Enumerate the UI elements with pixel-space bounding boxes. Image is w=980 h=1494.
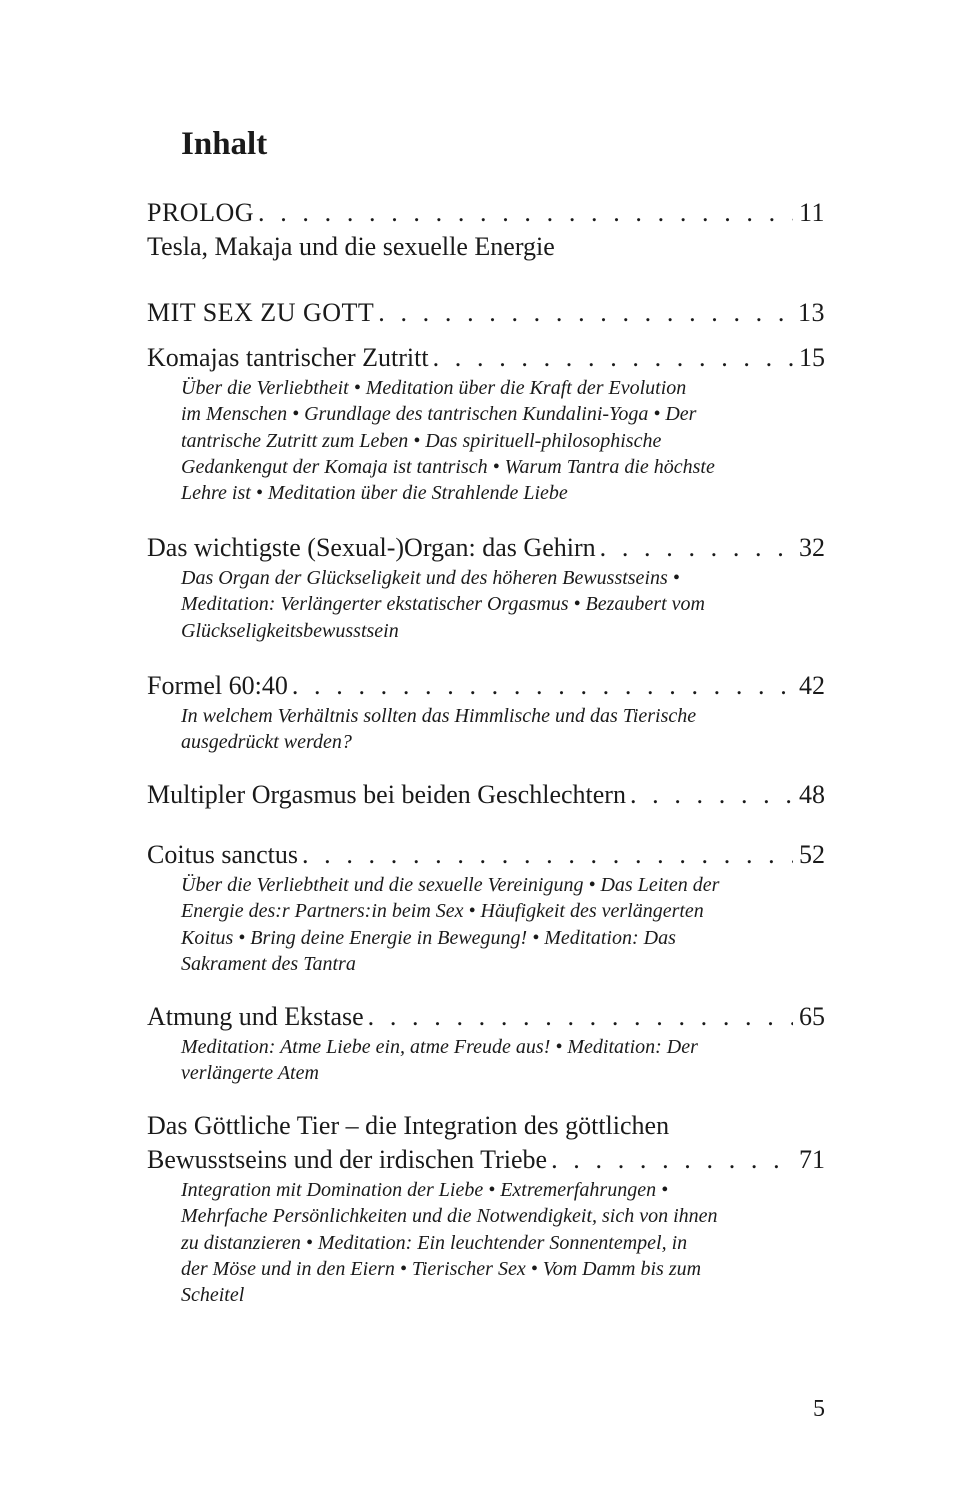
toc-entry-prolog[interactable] [147, 196, 825, 264]
toc-entry[interactable] [147, 341, 825, 506]
dot-leader [600, 531, 793, 565]
entry-label: Komajas tantrischer Zutritt [147, 343, 429, 372]
entry-label: Formel 60:40 [147, 671, 288, 700]
dot-leader [302, 838, 793, 872]
topic-line: Über die Verliebtheit • Meditation über die Kraft der Evolution [181, 377, 687, 399]
page-title: Inhalt [181, 126, 268, 162]
topic-line: im Menschen • Grundlage des tantrischen Kundalini-Yoga • Der [181, 403, 697, 426]
entry-topics [147, 872, 825, 977]
entry-label: Bewusstseins und der irdischen Triebe [147, 1145, 548, 1174]
entry-page: 15 [799, 343, 825, 372]
toc-entry[interactable] [147, 531, 825, 644]
entry-page: 32 [799, 533, 825, 562]
topic-line: Mehrfache Persönlichkeiten und die Notwendigkeit, sich von ihnen [181, 1205, 718, 1228]
dot-leader [368, 1000, 793, 1034]
topic-line: Das Organ der Glückseligkeit und des höheren Bewusstseins • [181, 567, 680, 589]
topic-line: Scheitel [181, 1284, 245, 1307]
topic-line: Meditation: Verlängerter ekstatischer Orgasmus • Bezaubert vom [181, 593, 705, 616]
entry-subtitle: Tesla, Makaja und die sexuelle Energie [147, 232, 555, 261]
entry-label: Atmung und Ekstase [147, 1002, 364, 1031]
entry-page: 71 [799, 1145, 825, 1174]
toc-entry[interactable] [147, 669, 825, 756]
topic-line: Lehre ist • Meditation über die Strahlende Liebe [181, 482, 568, 505]
topic-line: In welchem Verhältnis sollten das Himmlische und das Tierische [181, 705, 697, 727]
entry-topics [147, 1177, 825, 1308]
entry-page: 42 [799, 671, 825, 700]
dot-leader [433, 341, 793, 375]
entry-topics [147, 565, 825, 644]
entry-page: 13 [798, 298, 825, 327]
dot-leader [551, 1143, 793, 1177]
topic-line: der Möse und in den Eiern • Tierischer Sex • Vom Damm bis zum [181, 1257, 702, 1280]
entry-label-line: Das Göttliche Tier – die Integration des göttlichen [147, 1111, 670, 1140]
dot-leader [258, 196, 793, 230]
topic-line: Sakrament des Tantra [181, 952, 356, 975]
page-number: 5 [813, 1396, 825, 1422]
entry-topics [147, 1034, 825, 1087]
entry-page: 11 [798, 198, 825, 227]
entry-topics [147, 375, 825, 506]
topic-line: Gedankengut der Komaja ist tantrisch • Warum Tantra die höchste [181, 455, 715, 478]
topic-line: verlängerte Atem [181, 1062, 319, 1085]
dot-leader [378, 296, 792, 330]
topic-line: zu distanzieren • Meditation: Ein leuchtender Sonnentempel, in [181, 1231, 688, 1254]
toc-entry[interactable] [147, 778, 825, 812]
toc-entry-part[interactable] [147, 296, 825, 330]
entry-label: PROLOG [147, 198, 255, 227]
entry-label: Multipler Orgasmus bei beiden Geschlechtern [147, 780, 626, 809]
topic-line: tantrische Zutritt zum Leben • Das spirituell-philosophische [181, 429, 662, 452]
toc-entry[interactable] [147, 838, 825, 977]
entry-topics [147, 703, 825, 756]
topic-line: Meditation: Atme Liebe ein, atme Freude aus! • Meditation: Der [181, 1036, 698, 1058]
entry-page: 65 [799, 1002, 825, 1031]
entry-label: MIT SEX ZU GOTT [147, 298, 375, 327]
topic-line: Über die Verliebtheit und die sexuelle Vereinigung • Das Leiten der [181, 874, 720, 896]
toc-entry[interactable] [147, 1109, 825, 1308]
toc-entry[interactable] [147, 1000, 825, 1087]
dot-leader [630, 778, 793, 812]
topic-line: Integration mit Domination der Liebe • Extremerfahrungen • [181, 1179, 669, 1201]
entry-label: Das wichtigste (Sexual-)Organ: das Gehirn [147, 533, 596, 562]
entry-page: 52 [799, 840, 825, 869]
dot-leader [292, 669, 793, 703]
topic-line: Energie des:r Partners:in beim Sex • Häufigkeit des verlängerten [181, 900, 704, 923]
entry-page: 48 [799, 780, 825, 809]
topic-line: Glückseligkeitsbewusstsein [181, 619, 399, 642]
entry-label: Coitus sanctus [147, 840, 298, 869]
topic-line: Koitus • Bring deine Energie in Bewegung! • Meditation: Das [181, 926, 676, 949]
topic-line: ausgedrückt werden? [181, 731, 352, 754]
